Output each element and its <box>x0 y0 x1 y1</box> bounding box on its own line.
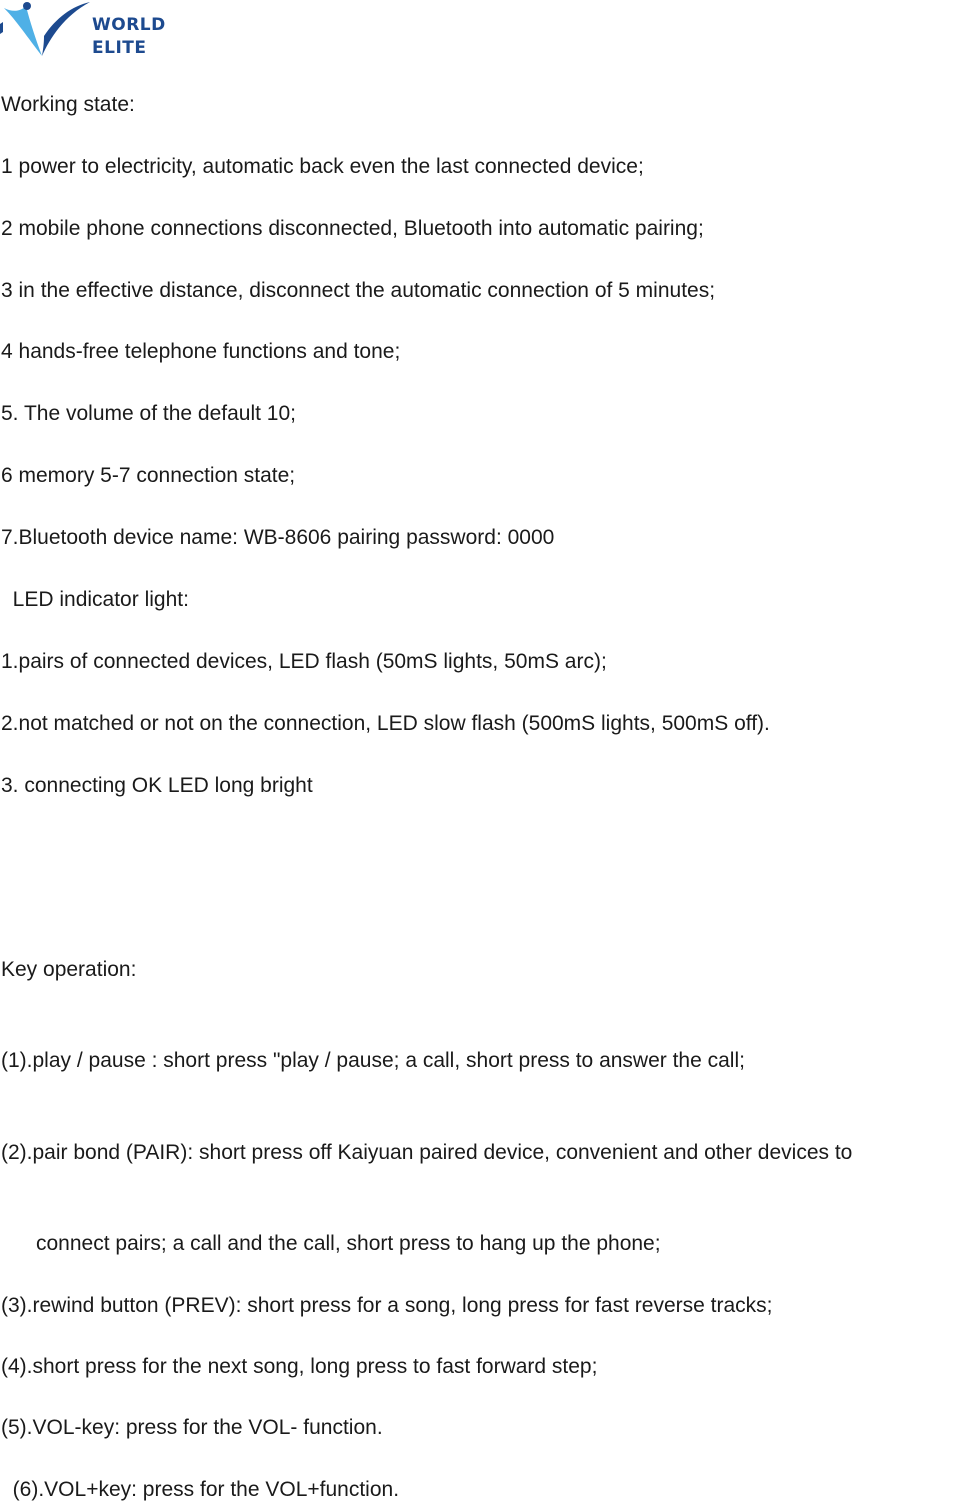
working-state-item-5: 5. The volume of the default 10; <box>1 402 296 425</box>
working-state-item-1: 1 power to electricity, automatic back even the last connected device; <box>1 155 644 178</box>
key-operation-item-4: (4).short press for the next song, long press to fast forward step; <box>1 1355 598 1378</box>
working-state-item-2: 2 mobile phone connections disconnected, Bluetooth into automatic pairing; <box>1 217 704 240</box>
world-elite-logo-icon <box>0 0 92 64</box>
key-operation-item-1: (1).play / pause : short press "play / pause; a call, short press to answer the call; <box>1 1049 745 1072</box>
key-operation-item-2-continued: connect pairs; a call and the call, short press to hang up the phone; <box>1 1232 661 1255</box>
key-operation-item-2: (2).pair bond (PAIR): short press off Kaiyuan paired device, convenient and other devices to <box>1 1141 853 1164</box>
led-item-3: 3. connecting OK LED long bright <box>1 774 313 797</box>
working-state-item-6: 6 memory 5-7 connection state; <box>1 464 296 487</box>
led-item-1: 1.pairs of connected devices, LED flash (50mS lights, 50mS arc); <box>1 650 607 673</box>
company-logo <box>0 0 180 64</box>
working-state-item-4: 4 hands-free telephone functions and tone; <box>1 340 401 363</box>
key-operation-item-6: (6).VOL+key: press for the VOL+function. <box>1 1478 400 1501</box>
key-operation-item-3: (3).rewind button (PREV): short press for a song, long press for fast reverse tracks; <box>1 1294 773 1317</box>
key-operation-item-5: (5).VOL-key: press for the VOL- function. <box>1 1416 383 1439</box>
led-heading: LED indicator light: <box>1 588 189 611</box>
working-state-item-3: 3 in the effective distance, disconnect the automatic connection of 5 minutes; <box>1 279 716 302</box>
key-operation-heading: Key operation: <box>1 958 137 981</box>
logo-text-elite: ELITE <box>92 38 147 58</box>
working-state-item-7: 7.Bluetooth device name: WB-8606 pairing password: 0000 <box>1 526 555 549</box>
working-state-heading: Working state: <box>1 93 135 116</box>
logo-text-world: WORLD <box>92 15 166 35</box>
led-item-2: 2.not matched or not on the connection, LED slow flash (500mS lights, 500mS off). <box>1 712 770 735</box>
